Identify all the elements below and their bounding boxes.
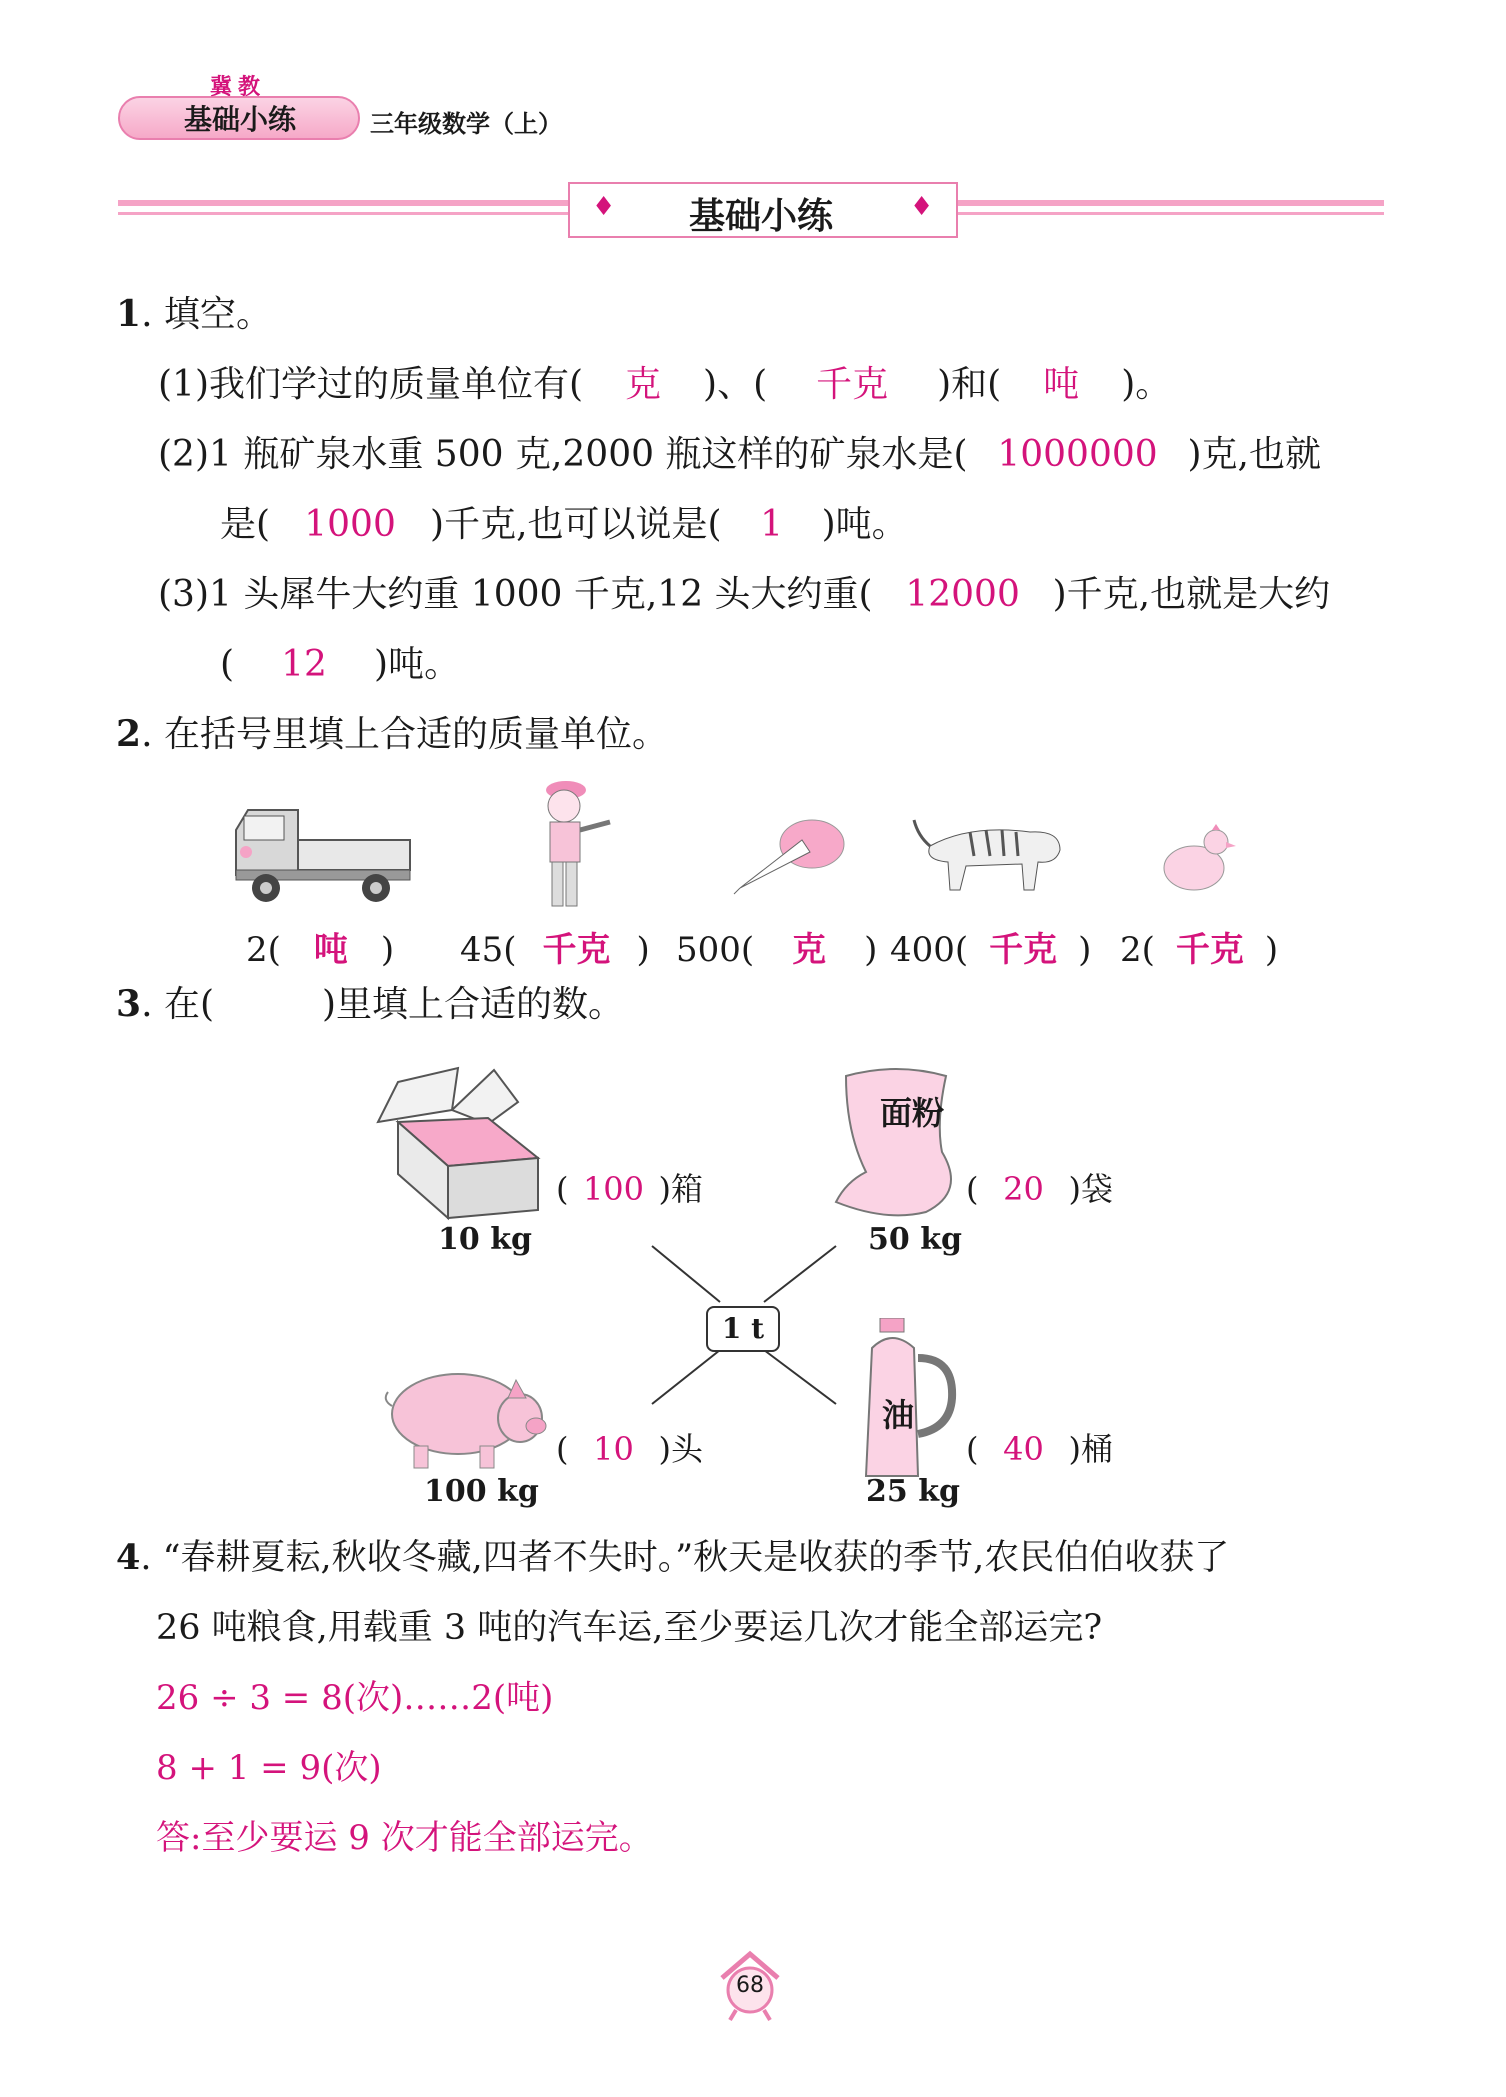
child-illustration [530, 778, 620, 912]
q3-unit: 袋 [1080, 1170, 1113, 1208]
q3-item: ( 10 )头 [556, 1430, 703, 1468]
q1-p3-text: )吨。 [374, 644, 461, 685]
q3-answer: 20 [1003, 1170, 1044, 1208]
q1-p2-answer2: 1000 [304, 504, 396, 545]
q4-text1: . “春耕夏耘,秋收冬藏,四者不失时。”秋天是收获的季节,农民伯伯收获了 [140, 1538, 1230, 1578]
q1-p3-answer1: 12000 [905, 574, 1020, 615]
diamond-icon: ♦ [910, 192, 934, 222]
chicken-illustration [1154, 820, 1238, 900]
q3-unit: 箱 [670, 1170, 703, 1208]
q2-number: 2 [116, 713, 142, 755]
q1-p3-text: )千克,也就是大约 [1052, 574, 1331, 615]
flour-bag-illustration [826, 1062, 976, 1222]
q3-unit: 头 [670, 1430, 703, 1468]
oil-label: 油 [882, 1396, 915, 1434]
header-series: 基础小练 [183, 103, 296, 136]
box-illustration [368, 1062, 550, 1222]
q1-part2-line2 [220, 496, 908, 547]
banner-band-right-thin [954, 212, 1384, 215]
header-publisher: 冀教 [210, 75, 267, 100]
q3-item: ( 100 )箱 [556, 1170, 703, 1208]
q2-value: 45 [460, 930, 504, 970]
q2-answer: 吨 [313, 930, 348, 970]
page-number: 68 [736, 1973, 764, 1998]
q2-value: 2 [1120, 930, 1142, 970]
q4-line2: 26 吨粮食,用载重 3 吨的汽车运,至少要运几次才能全部运完? [156, 1608, 1103, 1648]
q2-value: 500 [676, 930, 741, 970]
q2-answer: 千克 [989, 930, 1058, 970]
pig-illustration [380, 1362, 550, 1472]
banner-band-left-thin [118, 212, 568, 215]
q1-p1-text: )。 [1121, 364, 1172, 405]
q3-item: ( 20 )袋 [966, 1170, 1113, 1208]
q3-weight: 50 kg [868, 1222, 962, 1257]
diamond-icon: ♦ [592, 192, 616, 222]
q3-weight: 100 kg [424, 1474, 539, 1509]
q2-item: 400( 千克 ) [890, 922, 1091, 971]
q4-answer: 答:至少要运 9 次才能全部运完。 [156, 1818, 653, 1858]
q1-p2-text: )吨。 [821, 504, 908, 545]
q4-solution1: 26 ÷ 3 = 8(次)……2(吨) [156, 1678, 554, 1718]
q3-title: . 在( )里填上合适的数。 [141, 984, 625, 1025]
q1-p1-answer3: 吨 [1043, 364, 1080, 405]
q4-solution2: 8 + 1 = 9(次) [156, 1748, 382, 1788]
q4-number: 4 [116, 1537, 141, 1578]
q2-value: 400 [890, 930, 955, 970]
q1-p2-answer3: 1 [760, 504, 784, 545]
banner-band-right [954, 200, 1384, 206]
truck-illustration [228, 800, 418, 910]
q1-heading [116, 286, 272, 337]
flour-label: 面粉 [880, 1094, 945, 1132]
q1-title: . 填空。 [141, 294, 272, 335]
q3-item: ( 40 )桶 [966, 1430, 1113, 1468]
q1-part1 [158, 356, 1171, 407]
q2-item: 45( 千克 ) [460, 922, 650, 971]
q3-weight: 25 kg [866, 1474, 960, 1509]
q1-p1-text: )和( [937, 364, 1002, 405]
q1-p2-text: )克,也就 [1187, 434, 1321, 475]
q1-p1-text: )、( [703, 364, 768, 405]
q3-answer: 40 [1003, 1430, 1044, 1468]
center-weight-box: 1 t [706, 1306, 780, 1352]
q1-p1-text: (1)我们学过的质量单位有( [158, 364, 584, 405]
q1-part3-line2 [220, 636, 460, 687]
q1-number: 1 [116, 293, 142, 335]
q2-heading [116, 706, 668, 757]
section-title: 基础小练 [688, 196, 833, 237]
q3-number: 3 [116, 983, 142, 1025]
q2-answer: 克 [792, 930, 827, 970]
q1-p1-answer2: 千克 [816, 364, 889, 405]
banner-band-left [118, 200, 568, 206]
q1-p3-text: ( [220, 644, 235, 685]
q2-item: 2( 千克 ) [1120, 922, 1278, 971]
radish-illustration [730, 810, 850, 896]
q3-answer: 100 [582, 1170, 645, 1208]
q1-p3-answer2: 12 [281, 644, 327, 685]
q3-weight: 10 kg [438, 1222, 532, 1257]
q1-part2-line1 [158, 426, 1321, 477]
q2-title: . 在括号里填上合适的质量单位。 [141, 714, 668, 755]
q3-unit: 桶 [1080, 1430, 1113, 1468]
header-grade: 三年级数学（上） [370, 110, 562, 138]
q2-answer: 千克 [542, 930, 611, 970]
q2-value: 2 [246, 930, 268, 970]
q1-p2-text: 是( [220, 504, 271, 545]
q1-p2-answer1: 1000000 [997, 434, 1158, 475]
q3-answer: 10 [593, 1430, 634, 1468]
q2-item: 500( 克 ) [676, 922, 877, 971]
tiger-illustration [910, 806, 1070, 896]
q1-part3-line1 [158, 566, 1330, 617]
q1-p2-text: )千克,也可以说是( [430, 504, 722, 545]
q1-p1-answer1: 克 [625, 364, 662, 405]
q4-line1 [116, 1530, 1229, 1580]
q1-p2-text: (2)1 瓶矿泉水重 500 克,2000 瓶这样的矿泉水是( [158, 434, 968, 475]
q2-answer: 千克 [1175, 930, 1244, 970]
q2-item: 2( 吨 ) [246, 922, 394, 971]
q3-heading [116, 976, 624, 1027]
q1-p3-text: (3)1 头犀牛大约重 1000 千克,12 头大约重( [158, 574, 873, 615]
